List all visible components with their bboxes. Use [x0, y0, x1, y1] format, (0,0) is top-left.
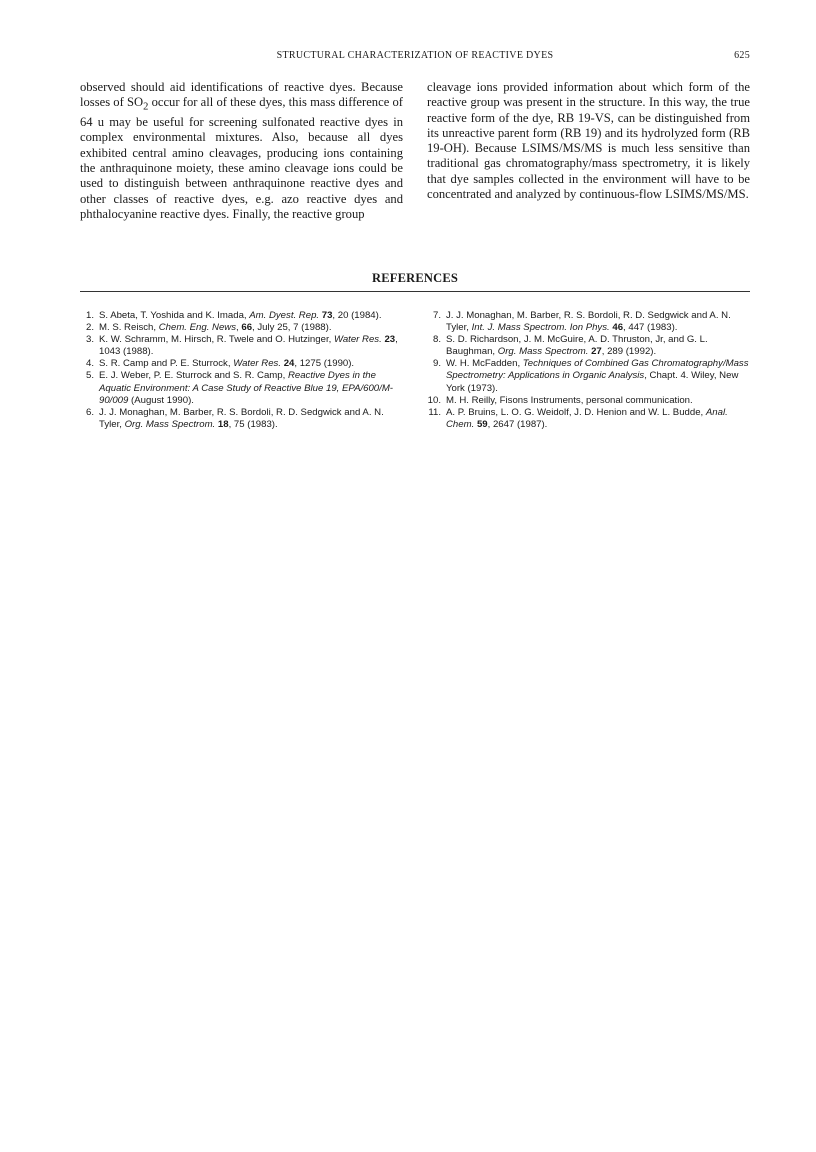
subscript: 2 [143, 101, 149, 113]
reference-details: , 2647 (1987). [487, 418, 548, 430]
reference-item [427, 358, 750, 394]
reference-number: 7. [432, 310, 441, 321]
reference-authors: M. H. Reilly, Fisons Instruments, personal communication. [446, 394, 693, 406]
reference-authors: W. H. McFadden, [446, 358, 523, 370]
body-text-segment: occur for all of these dyes, this mass difference of 64 u may be useful for screening sulfonated reactive dyes in complex environmental mixtures. Also, because all dyes exhibited central amino cleavages, producing ions containing the anthraquinone moiety, these amino cleavage ions could be used to distinguish between anthraquinone reactive dyes and other classes of reactive dyes, e.g. azo reactive dyes and phthalocyanine reactive dyes. Finally, the reactive group [80, 95, 403, 221]
references-right-column [427, 310, 750, 431]
reference-volume: 73 [321, 310, 333, 321]
reference-details: , July 25, 7 (1988). [252, 322, 332, 334]
reference-number: 10. [427, 394, 441, 406]
body-text-segment: observed should aid identifications of reactive dyes. Because losses of SO [80, 80, 403, 110]
reference-item [427, 395, 750, 407]
reference-volume: 24 [283, 358, 295, 370]
references-heading: REFERENCES [371, 271, 459, 285]
body-paragraph [80, 80, 403, 222]
reference-number: 11. [428, 406, 441, 418]
reference-authors: J. J. Monaghan, M. Barber, R. S. Bordoli, R. D. Sedgwick and A. N. Tyler, [446, 310, 731, 334]
reference-title: Reactive Dyes in the Aquatic Environment: A Case Study of Reactive Blue 19, EPA/600/M-90/009 [99, 370, 393, 406]
reference-number: 5. [85, 370, 94, 382]
reference-journal: Water Res. [333, 334, 382, 346]
reference-journal: Chem. Eng. News [158, 322, 237, 334]
reference-details: , 447 (1983). [623, 322, 678, 334]
reference-details: , Chapt. 4. Wiley, New York (1973). [446, 370, 739, 394]
reference-number: 4. [85, 358, 94, 370]
running-title: STRUCTURAL CHARACTERIZATION OF REACTIVE DYES [276, 50, 554, 61]
body-text [80, 80, 750, 222]
running-head [80, 50, 750, 66]
reference-details: , 75 (1983). [228, 418, 278, 430]
reference-journal: Water Res. [233, 358, 282, 370]
reference-number: 9. [432, 358, 441, 370]
reference-volume: 66 [241, 322, 253, 334]
reference-details: , 1275 (1990). [294, 358, 355, 370]
reference-number: 2. [85, 322, 94, 334]
reference-details: , 20 (1984). [332, 310, 382, 321]
reference-authors: S. D. Richardson, J. M. McGuire, A. D. Thruston, Jr, and G. L. Baughman, [446, 334, 708, 358]
references-left-column [80, 310, 403, 431]
reference-item [427, 334, 750, 358]
reference-item [427, 310, 750, 334]
reference-item [80, 407, 403, 431]
reference-journal: Org. Mass Spectrom. [497, 346, 589, 358]
reference-journal: Anal. Chem. [446, 406, 728, 430]
reference-number: 3. [85, 334, 94, 346]
reference-volume: 18 [217, 418, 229, 430]
page-number: 625 [734, 50, 750, 61]
reference-authors: E. J. Weber, P. E. Sturrock and S. R. Camp, [99, 370, 288, 382]
reference-item [427, 407, 750, 431]
reference-volume: 46 [612, 322, 624, 334]
reference-item [80, 370, 403, 406]
reference-journal: Am. Dyest. Rep. [249, 310, 320, 321]
reference-journal: Int. J. Mass Spectrom. Ion Phys. [471, 322, 610, 334]
reference-journal: Org. Mass Spectrom. [124, 418, 216, 430]
reference-number: 6. [85, 406, 94, 418]
reference-authors: K. W. Schramm, M. Hirsch, R. Twele and O. Hutzinger, [99, 334, 334, 346]
body-right-column [427, 80, 750, 222]
reference-details: , 289 (1992). [601, 346, 657, 358]
reference-item [80, 358, 403, 370]
reference-authors: J. J. Monaghan, M. Barber, R. S. Bordoli, R. D. Sedgwick and A. N. Tyler, [99, 406, 384, 430]
references-list [80, 310, 750, 431]
reference-volume: 27 [591, 346, 602, 358]
reference-volume: 23 [384, 334, 396, 346]
body-left-column [80, 80, 403, 222]
reference-item [80, 310, 403, 322]
reference-authors: M. S. Reisch, [99, 322, 159, 334]
reference-title: Techniques of Combined Gas Chromatography/Mass Spectrometry: Applications in Organic Analysis [446, 358, 749, 382]
reference-authors: S. R. Camp and P. E. Sturrock, [99, 358, 234, 370]
reference-number: 8. [432, 334, 441, 346]
reference-number: 1. [85, 310, 94, 321]
body-paragraph: cleavage ions provided information about which form of the reactive group was present in the structure. In this way, the true reactive form of the dye, RB 19-VS, can be distinguished from its unreactive parent form (RB 19) and its hydrolyzed form (RB 19-OH). Because LSIMS/MS/MS is much less sensitive than traditional gas chromatography/mass spectrometry, it is likely that dye samples collected in the environment will have to be concentrated and analyzed by continuous-flow LSIMS/MS/MS. [427, 80, 750, 202]
reference-item [80, 334, 403, 358]
reference-authors: A. P. Bruins, L. O. G. Weidolf, J. D. Henion and W. L. Budde, [446, 406, 706, 418]
reference-volume: 59 [476, 418, 488, 430]
reference-details: , 1043 (1988). [99, 334, 398, 358]
reference-details: (August 1990). [128, 394, 194, 406]
reference-authors: S. Abeta, T. Yoshida and K. Imada, [99, 310, 250, 321]
references-divider [80, 291, 750, 292]
reference-item: 2. M. S. Reisch, Chem. Eng. News, 66, July 25, 7 (1988). [80, 322, 403, 334]
